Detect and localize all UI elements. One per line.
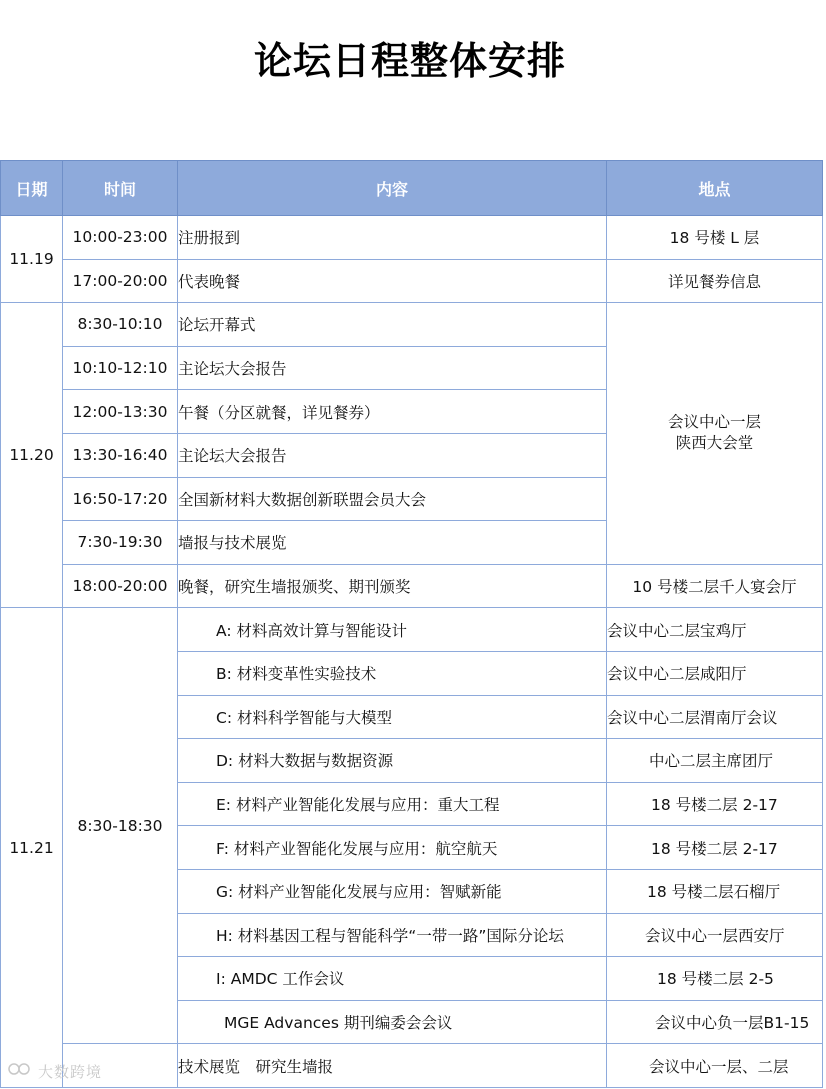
content-cell: A: 材料高效计算与智能设计 [178, 608, 607, 652]
content-cell: 论坛开幕式 [178, 303, 607, 347]
schedule-table [0, 160, 823, 1088]
date-cell: 11.20 [1, 303, 63, 608]
table-row [1, 216, 823, 260]
content-cell: C: 材料科学智能与大模型 [178, 695, 607, 739]
location-cell-merged [607, 303, 823, 565]
location-cell: 会议中心负一层B1-15 [607, 1000, 823, 1044]
time-cell: 12:00-13:30 [63, 390, 178, 434]
table-row [1, 259, 823, 303]
content-cell: 午餐（分区就餐，详见餐券） [178, 390, 607, 434]
location-cell: 18 号楼二层 2-17 [607, 782, 823, 826]
location-cell: 会议中心二层宝鸡厅 [607, 608, 823, 652]
page-title: 论坛日程整体安排 [253, 39, 566, 83]
content-cell: I: AMDC 工作会议 [178, 957, 607, 1001]
watermark-logo-icon [8, 1061, 34, 1081]
content-cell: G: 材料产业智能化发展与应用：智赋新能 [178, 869, 607, 913]
watermark-text: 大数跨境 [38, 1063, 103, 1081]
content-cell: 注册报到 [178, 216, 607, 260]
location-cell: 10 号楼二层千人宴会厅 [607, 564, 823, 608]
content-cell: 主论坛大会报告 [178, 433, 607, 477]
content-cell: H: 材料基因工程与智能科学“一带一路”国际分论坛 [178, 913, 607, 957]
location-cell: 会议中心一层西安厅 [607, 913, 823, 957]
header-time: 时间 [63, 161, 178, 216]
date-cell: 11.19 [1, 216, 63, 303]
time-cell: 8:30-18:30 [63, 608, 178, 1044]
content-cell: 墙报与技术展览 [178, 521, 607, 565]
content-cell: E: 材料产业智能化发展与应用：重大工程 [178, 782, 607, 826]
header-date: 日期 [1, 161, 63, 216]
time-cell: 7:30-19:30 [63, 521, 178, 565]
table-header-row [1, 161, 823, 216]
header-location: 地点 [607, 161, 823, 216]
header-content: 内容 [178, 161, 607, 216]
content-cell: 代表晚餐 [178, 259, 607, 303]
time-cell: 10:10-12:10 [63, 346, 178, 390]
content-cell: B: 材料变革性实验技术 [178, 651, 607, 695]
table-row [1, 608, 823, 652]
content-cell: 主论坛大会报告 [178, 346, 607, 390]
time-cell: 18:00-20:00 [63, 564, 178, 608]
content-cell: F: 材料产业智能化发展与应用：航空航天 [178, 826, 607, 870]
table-row [1, 303, 823, 347]
content-cell: MGE Advances 期刊编委会会议 [178, 1000, 607, 1044]
table-row [1, 564, 823, 608]
location-cell: 18 号楼 L 层 [607, 216, 823, 260]
location-cell: 18 号楼二层 2-17 [607, 826, 823, 870]
content-cell: 技术展览 研究生墙报 [178, 1044, 607, 1088]
time-cell: 17:00-20:00 [63, 259, 178, 303]
content-cell: 晚餐，研究生墙报颁奖、期刊颁奖 [178, 564, 607, 608]
location-cell: 会议中心一层、二层 [607, 1044, 823, 1088]
date-cell: 11.21 [1, 608, 63, 1088]
content-cell: D: 材料大数据与数据资源 [178, 739, 607, 783]
location-cell: 中心二层主席团厅 [607, 739, 823, 783]
location-cell: 18 号楼二层 2-5 [607, 957, 823, 1001]
location-line: 会议中心一层 [667, 413, 761, 432]
time-cell: 16:50-17:20 [63, 477, 178, 521]
table-row [1, 1044, 823, 1088]
location-line: 陕西大会堂 [675, 434, 754, 453]
location-cell: 详见餐券信息 [607, 259, 823, 303]
content-cell: 全国新材料大数据创新联盟会员大会 [178, 477, 607, 521]
time-cell: 13:30-16:40 [63, 433, 178, 477]
location-cell: 会议中心二层咸阳厅 [607, 651, 823, 695]
location-cell: 18 号楼二层石榴厅 [607, 869, 823, 913]
time-cell: 8:30-10:10 [63, 303, 178, 347]
watermark [8, 1061, 102, 1082]
location-cell: 会议中心二层渭南厅会议 [607, 695, 823, 739]
time-cell: 10:00-23:00 [63, 216, 178, 260]
